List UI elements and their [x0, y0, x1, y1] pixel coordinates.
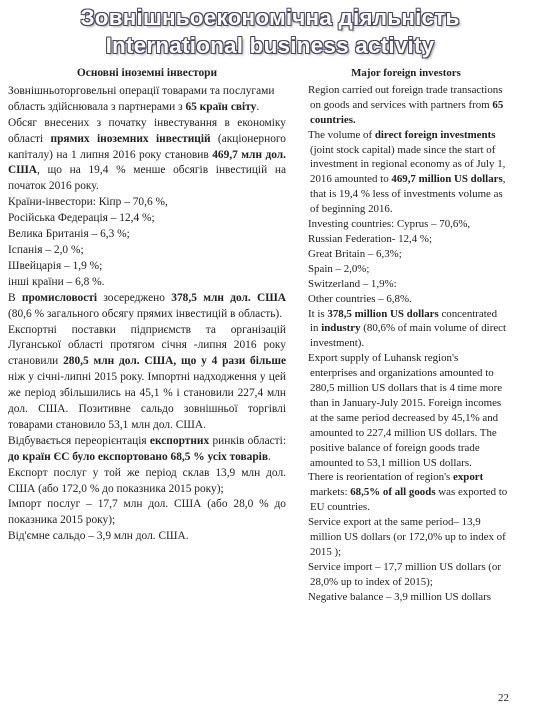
right-paragraph-investments	[306, 128, 508, 217]
right-p5b: markets:	[310, 486, 351, 499]
left-p5-bold2: до країн ЄС було експортовано 68,5 % усіх товарів	[8, 450, 269, 463]
right-p2-bold2: 469,7 million US dollars	[391, 173, 503, 186]
left-p3-bold1: промисловості	[21, 291, 98, 304]
left-paragraph-industry	[8, 291, 286, 323]
right-heading: Major foreign investors	[351, 67, 461, 79]
left-paragraph-reorientation	[8, 434, 286, 466]
left-country-item: Російська Федерація – 12,4 %;	[8, 212, 155, 225]
left-p3b: зосереджено	[97, 291, 172, 304]
right-country-item: Other countries – 6,8%.	[308, 292, 412, 305]
right-p2b: (joint stock capital) made since the start of investment in regional economy as of July 1, 2016 amounted to	[310, 143, 506, 186]
right-p3-bold1: 378,5 million US dollars	[327, 307, 439, 320]
english-column	[306, 66, 508, 605]
right-country-item: Switzerland – 1,9%:	[308, 277, 397, 290]
right-country-item: Spain – 2,0%;	[308, 262, 370, 275]
left-p4b: ніж у січні-липні 2015 року. Імпортні надходження у цей же період збільшились на 45,1 % і становили 227,4 млн дол. США. Позитивне сальдо зовнішньої торгівлі товарами становило 53,1 млн дол. США.	[8, 371, 286, 431]
right-p3-bold2: industry	[321, 322, 361, 335]
page-title-ukrainian: Зовнішньоекономічна діяльність	[80, 5, 460, 30]
right-p2-bold1: direct foreign investments	[374, 128, 496, 141]
left-p2a: Обсяг внесених з початку інвестування в економіку області	[8, 116, 286, 145]
left-p2b: (акціонерного капіталу) на 1 липня 2016 року становив	[8, 132, 286, 161]
right-paragraph-partners	[306, 83, 508, 128]
right-paragraph-service-import: Service import – 17,7 million US dollars (or 28,0% up to index of 2015);	[308, 560, 501, 588]
left-p5b: ринків області:	[209, 434, 286, 447]
left-paragraph-balance: Від'ємне сальдо – 3,9 млн дол. США.	[8, 530, 189, 543]
left-p3a: В	[8, 291, 22, 304]
left-p2c: , що на 19,4 % менше обсягів інвестицій на початок 2016 року.	[8, 164, 286, 193]
left-country-item: Велика Британія – 6,3 %;	[8, 228, 130, 241]
page-number: 22	[498, 692, 509, 704]
left-p1-end: .	[256, 100, 260, 113]
page-header	[0, 4, 540, 60]
left-paragraph-service-import: Імпорт послуг – 17,7 млн дол. США (або 28,0 % до показника 2015 року);	[8, 498, 286, 527]
right-country-item: Great Britain – 6,3%;	[308, 247, 402, 260]
left-country-item: Швейцарія – 1,9 %;	[8, 259, 103, 272]
left-p1-text: Зовнішньоторговельні операції товарами та послугами область здійснювала з партнерами з	[8, 84, 275, 113]
right-paragraph-balance: Negative balance – 3,9 million US dollars	[308, 590, 491, 603]
left-paragraph-service-export: Експорт послуг у той же період склав 13,9 млн дол. США (або 172,0 % до показника 2015 року);	[8, 466, 286, 495]
left-heading: Основні іноземні інвестори	[76, 67, 218, 79]
page-title-english: International business activity	[105, 33, 435, 58]
right-p3a: It is	[308, 307, 328, 320]
right-p2a: The volume of	[308, 128, 375, 141]
right-p3b: concentrated in	[310, 307, 498, 335]
right-p5-bold1: export	[453, 471, 484, 484]
left-country-item: інші країни – 6,8 %.	[8, 275, 105, 288]
right-p3c: (80,6% of main volume of direct investment).	[310, 322, 507, 350]
right-paragraph-industry	[306, 307, 508, 352]
right-country-item: Investing countries: Cyprus – 70,6%,	[308, 218, 471, 231]
right-paragraph-service-export: Service export at the same period– 13,9 million US dollars (or 172,0% up to index of 2015 );	[308, 516, 506, 558]
right-paragraph-reorientation	[306, 470, 508, 515]
right-p5c: was exported to EU countries.	[310, 486, 508, 514]
left-p5a: Відбувається переорієнтація	[8, 434, 150, 447]
left-p5c: .	[268, 450, 271, 463]
left-p4a: Експортні поставки підприємств та організацій Луганської області протягом січня -липня 2016 року становили	[8, 323, 286, 368]
ukrainian-column	[8, 66, 286, 545]
left-p5-bold1: експортних	[149, 434, 210, 447]
right-p2c: , that is 19,4 % less of investments volume as of beginning 2016.	[310, 173, 506, 216]
right-country-item: Russian Federation- 12,4 %;	[308, 232, 433, 245]
left-p4-bold: 280,5 млн дол. США, що у 4 рази більше	[63, 355, 286, 368]
left-p1-bold: 65 країн світу	[185, 100, 257, 113]
left-country-item: Країни-інвестори: Кіпр – 70,6 %,	[8, 196, 168, 209]
left-p2-bold1: прямих іноземних інвестицій	[50, 132, 211, 145]
right-p1a: Region carried out foreign trade transactions on goods and services with partners from	[308, 83, 503, 111]
right-paragraph-export: Export supply of Luhansk region's enterprises and organizations amounted to 280,5 million US dollars that is 4 time more than in January-July 2015. Foreign incomes at the same period decreased by 45,1% and amounted to 227,4 million US dollars. The positive balance of foreign goods trade amounted to 53,1 million US dollars.	[308, 352, 503, 469]
right-p5a: There is reorientation of region's	[308, 471, 454, 484]
left-country-item: Іспанія – 2,0 %;	[8, 243, 84, 256]
left-paragraph-partners	[8, 84, 286, 116]
left-p3-bold2: 378,5 млн дол. США	[171, 291, 286, 304]
right-p5-bold2: 68,5% of all goods	[350, 486, 436, 499]
left-p2-bold2: 469,7 млн дол. США	[8, 148, 287, 177]
left-paragraph-investments	[8, 116, 286, 196]
left-paragraph-export	[8, 323, 286, 434]
right-p1-bold: 65 countries.	[310, 98, 504, 126]
left-p3c: (80,6 % загального обсягу прямих інвестицій в область).	[8, 307, 283, 320]
